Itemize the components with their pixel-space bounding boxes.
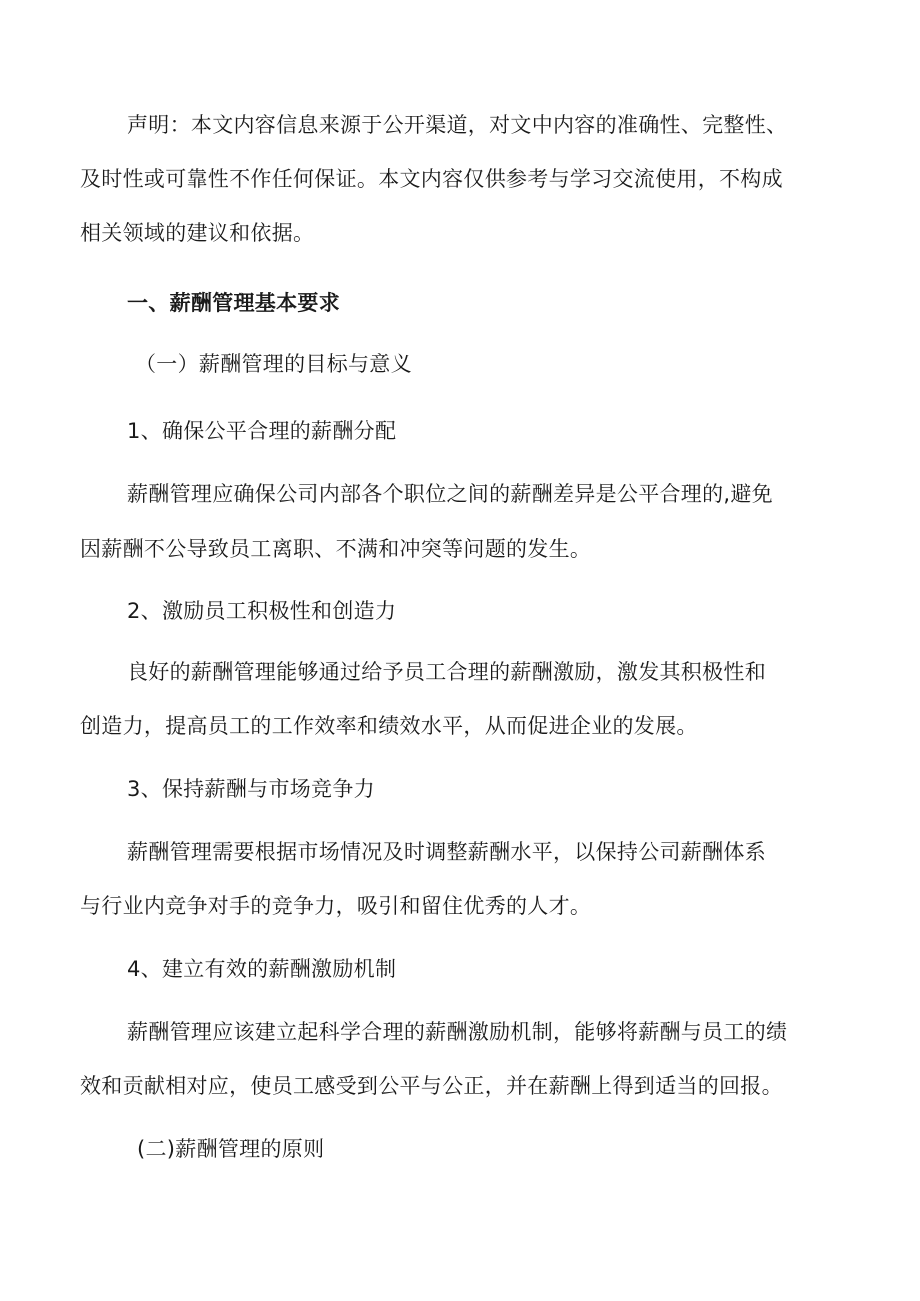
item-heading-1: 1、确保公平合理的薪酬分配: [127, 419, 397, 443]
subsection-heading-2: (二)薪酬管理的原则: [137, 1137, 325, 1161]
item-4-paragraph-line-1: 薪酬管理应该建立起科学合理的薪酬激励机制，能够将薪酬与员工的绩: [127, 1020, 788, 1044]
item-1-paragraph-line-1: 薪酬管理应确保公司内部各个职位之间的薪酬差异是公平合理的,避免: [127, 482, 773, 506]
subsection-heading-1: （一）薪酬管理的目标与意义: [135, 352, 412, 376]
item-heading-3: 3、保持薪酬与市场竞争力: [127, 777, 375, 801]
item-3-paragraph-line-1: 薪酬管理需要根据市场情况及时调整薪酬水平，以保持公司薪酬体系: [127, 840, 766, 864]
item-heading-4: 4、建立有效的薪酬激励机制: [127, 957, 397, 981]
item-4-paragraph-line-2: 效和贡献相对应，使员工感受到公平与公正，并在薪酬上得到适当的回报。: [80, 1074, 783, 1098]
item-2-paragraph-line-1: 良好的薪酬管理能够通过给予员工合理的薪酬激励，激发其积极性和: [127, 660, 766, 684]
item-heading-2: 2、激励员工积极性和创造力: [127, 599, 397, 623]
section-heading: 一、薪酬管理基本要求: [127, 291, 340, 315]
disclaimer-line-3: 相关领域的建议和依据。: [80, 221, 315, 245]
item-3-paragraph-line-2: 与行业内竞争对手的竞争力，吸引和留住优秀的人才。: [80, 894, 592, 918]
item-1-paragraph-line-2: 因薪酬不公导致员工离职、不满和冲突等问题的发生。: [80, 537, 592, 561]
item-2-paragraph-line-2: 创造力，提高员工的工作效率和绩效水平，从而促进企业的发展。: [80, 714, 698, 738]
disclaimer-line-2: 及时性或可靠性不作任何保证。本文内容仅供参考与学习交流使用，不构成: [80, 167, 783, 191]
disclaimer-line-1: 声明：本文内容信息来源于公开渠道，对文中内容的准确性、完整性、: [127, 113, 788, 137]
